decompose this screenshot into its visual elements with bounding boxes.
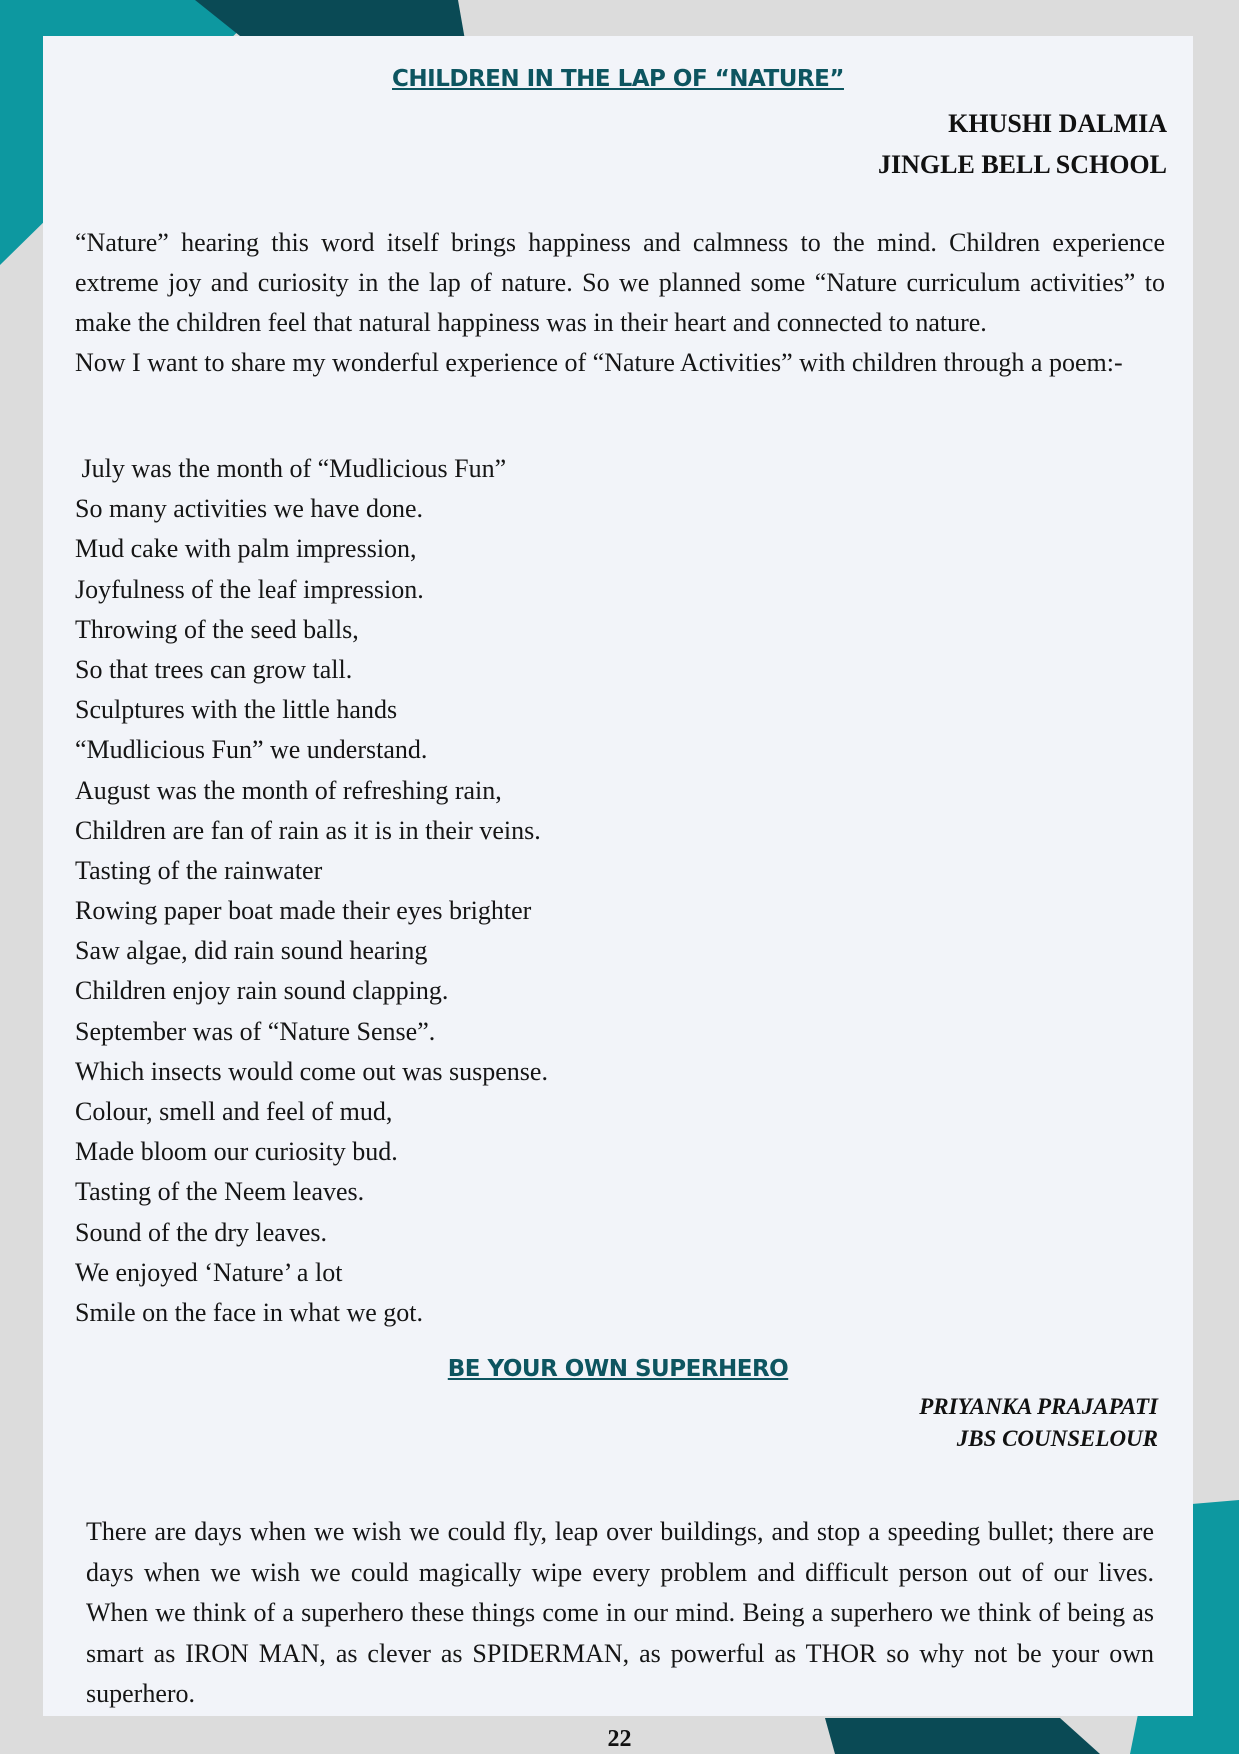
poem: [75, 449, 1165, 1333]
poem-line: Children enjoy rain sound clapping.: [75, 976, 449, 1006]
intro-text: [75, 223, 1165, 383]
poem-line: Made bloom our curiosity bud.: [75, 1137, 398, 1167]
poem-line: Colour, smell and feel of mud,: [75, 1097, 393, 1126]
author-role: JBS COUNSELOUR: [956, 1426, 1158, 1451]
school-name: JINGLE BELL SCHOOL: [878, 150, 1167, 179]
author-block-2: [919, 1391, 1158, 1455]
article-card: [43, 36, 1193, 1716]
intro-paragraph: “Nature” hearing this word itself brings happiness and calmness to the mind. Children experience extreme joy and curiosity in the lap of nature. So we planned some “Nature curriculum activities” to make the children feel that natural happiness was in their heart and connected to nature.: [75, 228, 1165, 337]
poem-line: Smile on the face in what we got.: [75, 1297, 424, 1327]
poem-line: Saw algae, did rain sound hearing: [75, 936, 428, 966]
poem-line: Sound of the dry leaves.: [75, 1217, 328, 1247]
poem-line: Joyfulness of the leaf impression.: [75, 574, 424, 604]
poem-line: Throwing of the seed balls,: [75, 614, 359, 644]
poem-line: Tasting of the rainwater: [75, 855, 323, 885]
poem-line: We enjoyed ‘Nature’ a lot: [75, 1257, 343, 1287]
poem-line: August was the month of refreshing rain,: [75, 775, 502, 805]
author-block-1: [878, 103, 1167, 185]
poem-line: “Mudlicious Fun” we understand.: [75, 735, 428, 765]
poem-intro-paragraph: Now I want to share my wonderful experience of “Nature Activities” with children through a poem:-: [75, 348, 1123, 377]
superhero-paragraph: There are days when we wish we could fly, leap over buildings, and stop a speeding bullet; there are days when we wish we could magically wipe every problem and difficult person out of our lives. When we think of a superhero these things come in our mind. Being a superhero we think of being as smart as IRON MAN, as clever as SPIDERMAN, as powerful as THOR so why not be your own superhero.: [86, 1517, 1154, 1708]
poem-line: So that trees can grow tall.: [75, 654, 353, 684]
poem-line: July was the month of “Mudlicious Fun”: [75, 454, 507, 483]
author-name: KHUSHI DALMIA: [948, 109, 1167, 138]
article-title-superhero: BE YOUR OWN SUPERHERO: [447, 1356, 789, 1382]
poem-line: So many activities we have done.: [75, 494, 424, 524]
poem-line: Which insects would come out was suspense.: [75, 1056, 548, 1086]
poem-line: Sculptures with the little hands: [75, 695, 398, 725]
poem-line: Rowing paper boat made their eyes brighter: [75, 896, 532, 926]
poem-line: Mud cake with palm impression,: [75, 534, 417, 564]
article-title-nature: CHILDREN IN THE LAP OF “NATURE”: [392, 66, 844, 92]
author-name: PRIYANKA PRAJAPATI: [919, 1394, 1158, 1419]
poem-line: Tasting of the Neem leaves.: [75, 1177, 365, 1207]
dark-corner-top: [195, 0, 465, 40]
poem-line: September was of “Nature Sense”.: [75, 1016, 436, 1046]
page-number: 22: [607, 1726, 632, 1752]
poem-line: Children are fan of rain as it is in their veins.: [75, 815, 541, 845]
